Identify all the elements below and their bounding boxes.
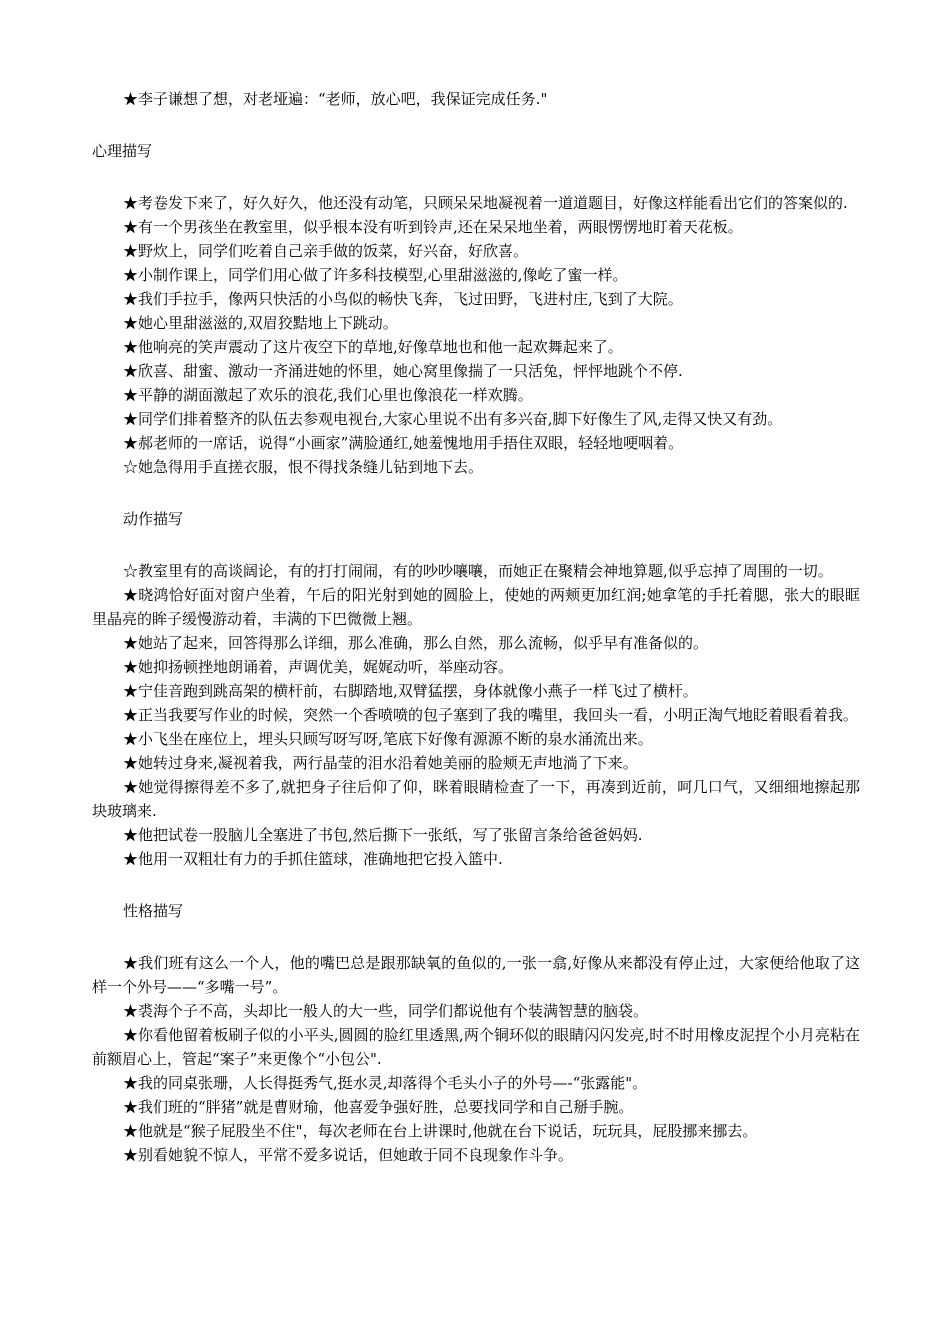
paragraph: ★宁佳音跑到跳高架的横杆前，右脚踏地,双臂猛摆，身体就像小燕子一样飞过了横杆。 xyxy=(123,682,698,700)
section-heading-action: 动作描写 xyxy=(123,510,184,528)
paragraph: ★她转过身来,凝视着我，两行晶莹的泪水沿着她美丽的脸颊无声地淌了下来。 xyxy=(123,754,638,772)
paragraph: ★你看他留着板刷子似的小平头,圆圆的脸红里透黑,两个铜环似的眼睛闪闪发亮,时不时用橡皮泥捏个小月亮粘在前额眉心上，管起“案子”来更像个“小包公". xyxy=(92,1026,860,1068)
paragraph: ★欣喜、甜蜜、激动一齐涌进她的怀里，她心窝里像揣了一只活兔，怦怦地跳个不停. xyxy=(123,362,683,380)
section-heading-character: 性格描写 xyxy=(123,902,184,920)
action-paragraphs xyxy=(92,559,860,871)
paragraph: ★同学们排着整齐的队伍去参观电视台,大家心里说不出有多兴奋,脚下好像生了风,走得又快又有劲。 xyxy=(123,410,783,428)
paragraph: ★别看她貌不惊人，平常不爱多说话，但她敢于同不良现象作斗争。 xyxy=(123,1146,574,1164)
paragraph: ★郝老师的一席话，说得“小画家”满脸通红,她羞愧地用手捂住双眼，轻轻地哽咽着。 xyxy=(123,434,684,452)
paragraph: ★平静的湖面激起了欢乐的浪花,我们心里也像浪花一样欢腾。 xyxy=(123,386,533,404)
paragraph: ★她站了起来，回答得那么详细，那么准确，那么自然，那么流畅，似乎早有准备似的。 xyxy=(123,634,709,652)
document-page xyxy=(92,0,860,1167)
paragraph: ★晓鸿恰好面对窗户坐着，午后的阳光射到她的圆脸上，使她的两颊更加红润;她拿笔的手托着腮，张大的眼眶里晶亮的眸子缓慢游动着，丰满的下巴微微上翘。 xyxy=(92,586,860,628)
paragraph: ★小制作课上，同学们用心做了许多科技模型,心里甜滋滋的,像屹了蜜一样。 xyxy=(123,266,628,284)
intro-line: ★李子谦想了想，对老垭遍：“老师，放心吧，我保证完成任务." xyxy=(123,90,548,108)
paragraph: ★正当我要写作业的时候，突然一个香喷喷的包子塞到了我的嘴里，我回头一看，小明正淘气地眨着眼看着我。 xyxy=(123,706,859,724)
paragraph: ☆她急得用手直搓衣服，恨不得找条缝儿钻到地下去。 xyxy=(123,458,484,476)
paragraph: ★她抑扬顿挫地朗诵着，声调优美，娓娓动听，举座动容。 xyxy=(123,658,514,676)
character-paragraphs xyxy=(92,951,860,1167)
paragraph: ☆教室里有的高谈阔论，有的打打闹闹，有的吵吵嚷嚷，而她正在聚精会神地算题,似乎忘掉了周围的一切。 xyxy=(123,562,833,580)
paragraph: ★他响亮的笑声震动了这片夜空下的草地,好像草地也和他一起欢舞起来了。 xyxy=(123,338,623,356)
paragraph: ★他就是“猴子屁股坐不住"，每次老师在台上讲课时,他就在台下说话，玩玩具，屁股挪来挪去。 xyxy=(123,1122,758,1140)
psychology-paragraphs xyxy=(92,191,860,479)
paragraph: ★裘海个子不高，头却比一般人的大一些，同学们都说他有个装满智慧的脑袋。 xyxy=(123,1002,649,1020)
paragraph: ★他把试卷一股脑儿全塞进了书包,然后撕下一张纸，写了张留言条给爸爸妈妈. xyxy=(123,826,643,844)
paragraph: ★我们手拉手，像两只快活的小鸟似的畅快飞奔，飞过田野，飞进村庄,飞到了大院。 xyxy=(123,290,683,308)
paragraph: ★她心里甜滋滋的,双眉狡黠地上下跳动。 xyxy=(123,314,398,332)
section-heading-psychology: 心理描写 xyxy=(92,142,153,160)
paragraph: ★小飞坐在座位上，埋头只顾写呀写呀,笔底下好像有源源不断的泉水涌流出来。 xyxy=(123,730,653,748)
paragraph: ★我们班有这么一个人，他的嘴巴总是跟那缺氧的鱼似的,一张一翕,好像从来都没有停止过，大家便给他取了这样一个外号——“多嘴一号”。 xyxy=(92,954,860,996)
paragraph: ★他用一双粗壮有力的手抓住篮球，准确地把它投入篮中. xyxy=(123,850,503,868)
paragraph: ★有一个男孩坐在教室里，似乎根本没有听到铃声,还在呆呆地坐着，两眼愣愣地盯着天花板。 xyxy=(123,218,743,236)
paragraph: ★野炊上，同学们吃着自己亲手做的饭菜，好兴奋，好欣喜。 xyxy=(123,242,529,260)
paragraph: ★考卷发下来了，好久好久，他还没有动笔，只顾呆呆地凝视着一道道题目，好像这样能看出它们的答案似的. xyxy=(123,194,848,212)
paragraph: ★我的同桌张珊，人长得挺秀气,挺水灵,却落得个毛头小子的外号—-“张露能"。 xyxy=(123,1074,648,1092)
paragraph: ★我们班的“胖猪”就是曹财瑜，他喜爱争强好胜，总要找同学和自己掰手腕。 xyxy=(123,1098,634,1116)
paragraph: ★她觉得擦得差不多了,就把身子往后仰了仰，眯着眼睛检查了一下，再凑到近前，呵几口气，又细细地擦起那块玻璃来. xyxy=(92,778,860,820)
